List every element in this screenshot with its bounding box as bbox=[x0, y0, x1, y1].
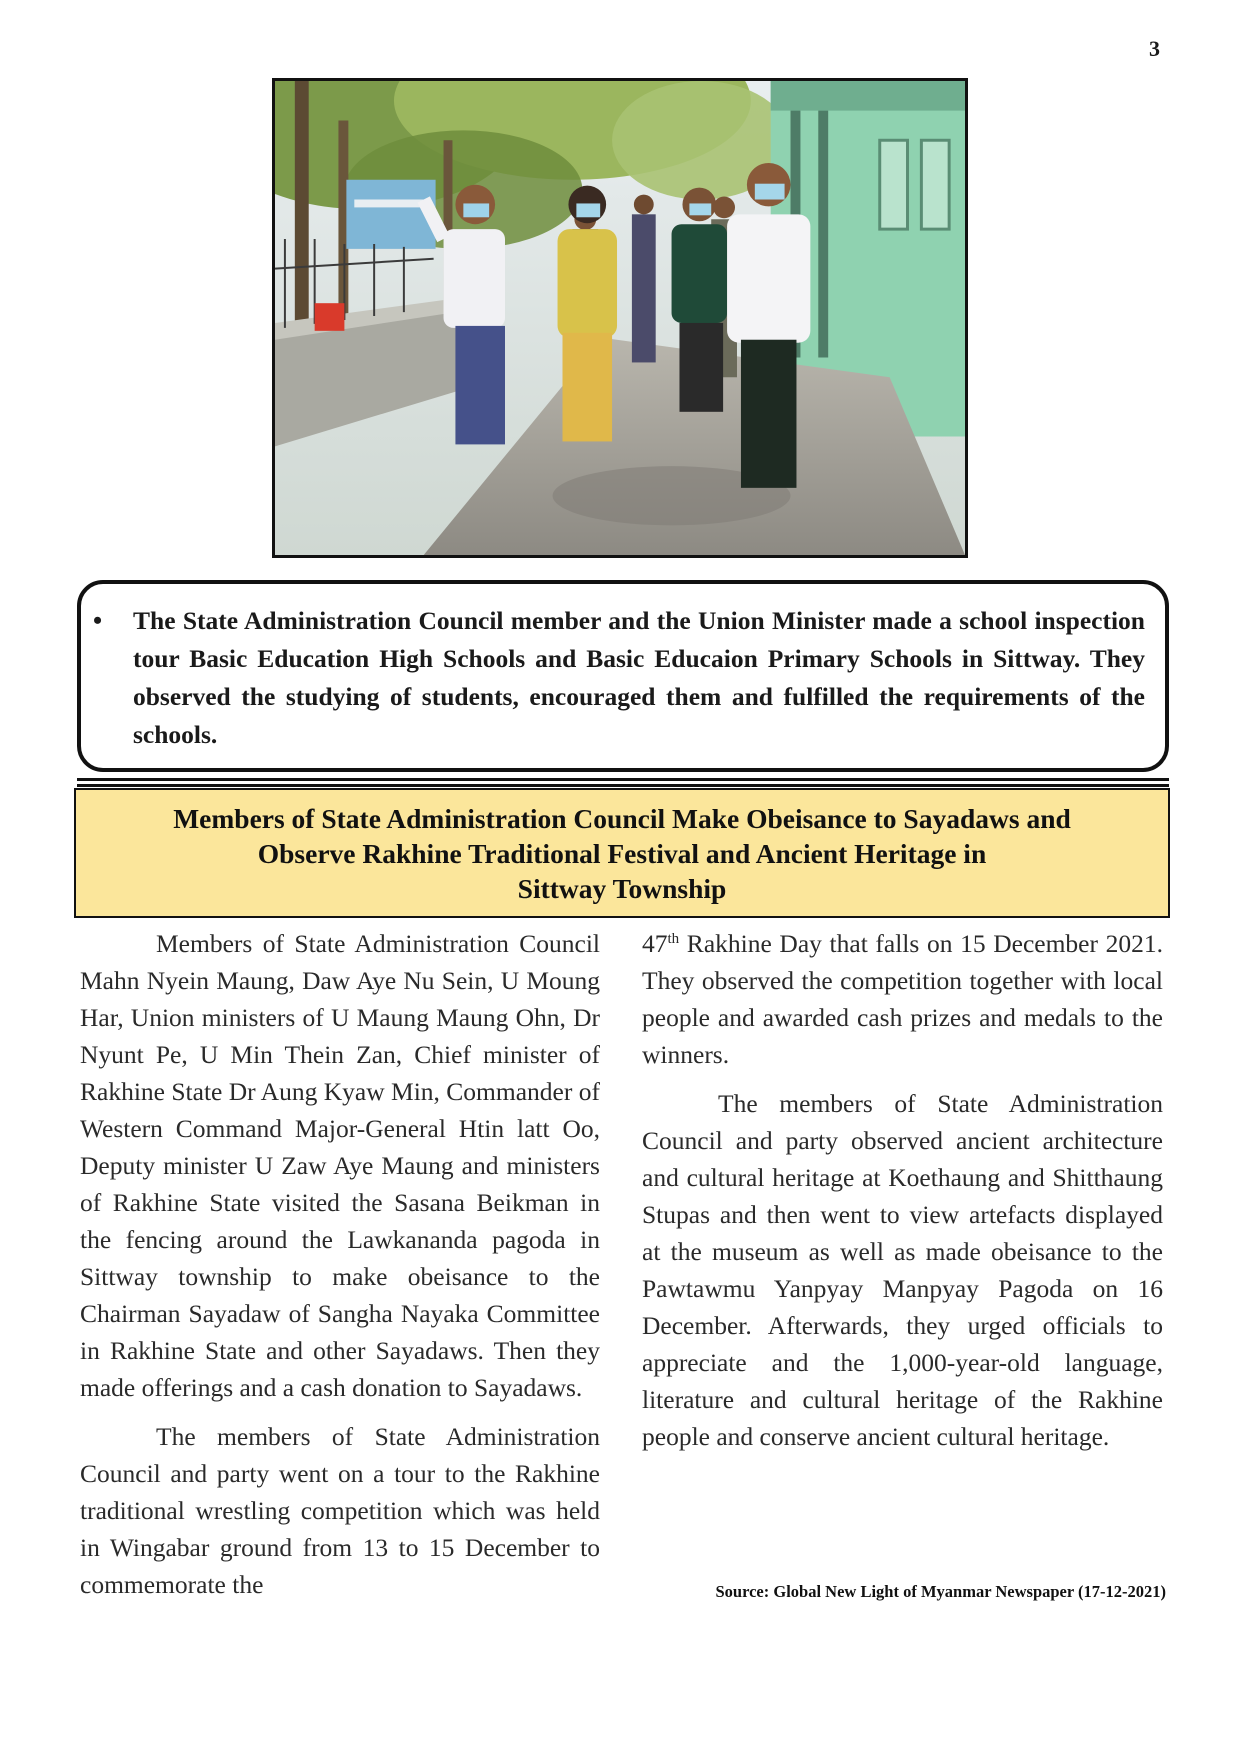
article-paragraph: Members of State Administration Council Mahn Nyein Maung, Daw Aye Nu Sein, U Moung Har, Union ministers of U Maung Maung Ohn, Dr Nyunt Pe, U Min Thein Zan, Chief minister of Rakhine State Dr Aung Kyaw Min, Commander of Western Command Major-General Htin latt Oo, Deputy minister U Zaw Aye Maung and ministers of Rakhine State visited the Sasana Beikman in the fencing around the Lawkananda pagoda in Sittway township to make obeisance to the Chairman Sayadaw of Sangha Nayaka Committee in Rakhine State and other Sayadaws. Then they made offerings and a cash donation to Sayadaws. bbox=[80, 929, 600, 1402]
source-citation: Source: Global New Light of Myanmar Newspaper (17-12-2021) bbox=[715, 1582, 1166, 1601]
photo-caption: • The State Administration Council member and the Union Minister made a school inspection tour Basic Education High Schools and Basic Educaion Primary Schools in Sittway. They observed the studying of students, encouraged them and fulfilled the requirements of the schools. bbox=[133, 602, 1145, 754]
article-column-left bbox=[80, 925, 600, 1615]
paragraph-text: Rakhine Day that falls on 15 December 2021. They observed the competition together with local people and awarded cash prizes and medals to the winners. bbox=[642, 929, 1163, 1069]
news-photo bbox=[272, 78, 968, 558]
headline-banner bbox=[74, 788, 1170, 918]
page-number: 3 bbox=[1149, 36, 1160, 61]
ordinal-suffix: th bbox=[667, 931, 680, 947]
photo-caption-box bbox=[77, 580, 1169, 772]
school-visit-photo bbox=[275, 81, 965, 555]
caption-list bbox=[101, 602, 1145, 754]
headline-line-1: Members of State Administration Council Make Obeisance to Sayadaws and bbox=[173, 802, 1071, 834]
article-column-right bbox=[642, 925, 1163, 1467]
section-divider bbox=[77, 778, 1169, 787]
article-paragraph: The members of State Administration Council and party went on a tour to the Rakhine traditional wrestling competition which was held in Wingabar ground from 13 to 15 December to commemorate the bbox=[80, 1422, 600, 1599]
ordinal-number: 47 bbox=[642, 929, 668, 958]
headline-line-2: Observe Rakhine Traditional Festival and Ancient Heritage in bbox=[257, 837, 987, 869]
article-headline bbox=[102, 801, 1142, 906]
article-paragraph-continued bbox=[642, 925, 1163, 1073]
headline-line-3: Sittway Township bbox=[517, 872, 727, 904]
article-paragraph: The members of State Administration Council and party observed ancient architecture and cultural heritage at Koethaung and Shitthaung Stupas and then went to view artefacts displayed at the museum as well as made obeisance to the Pawtawmu Yanpyay Manpyay Pagoda on 16 December. Afterwards, they urged officials to appreciate and the 1,000-year-old language, literature and cultural heritage of the Rakhine people and conserve ancient cultural heritage. bbox=[642, 1089, 1163, 1451]
